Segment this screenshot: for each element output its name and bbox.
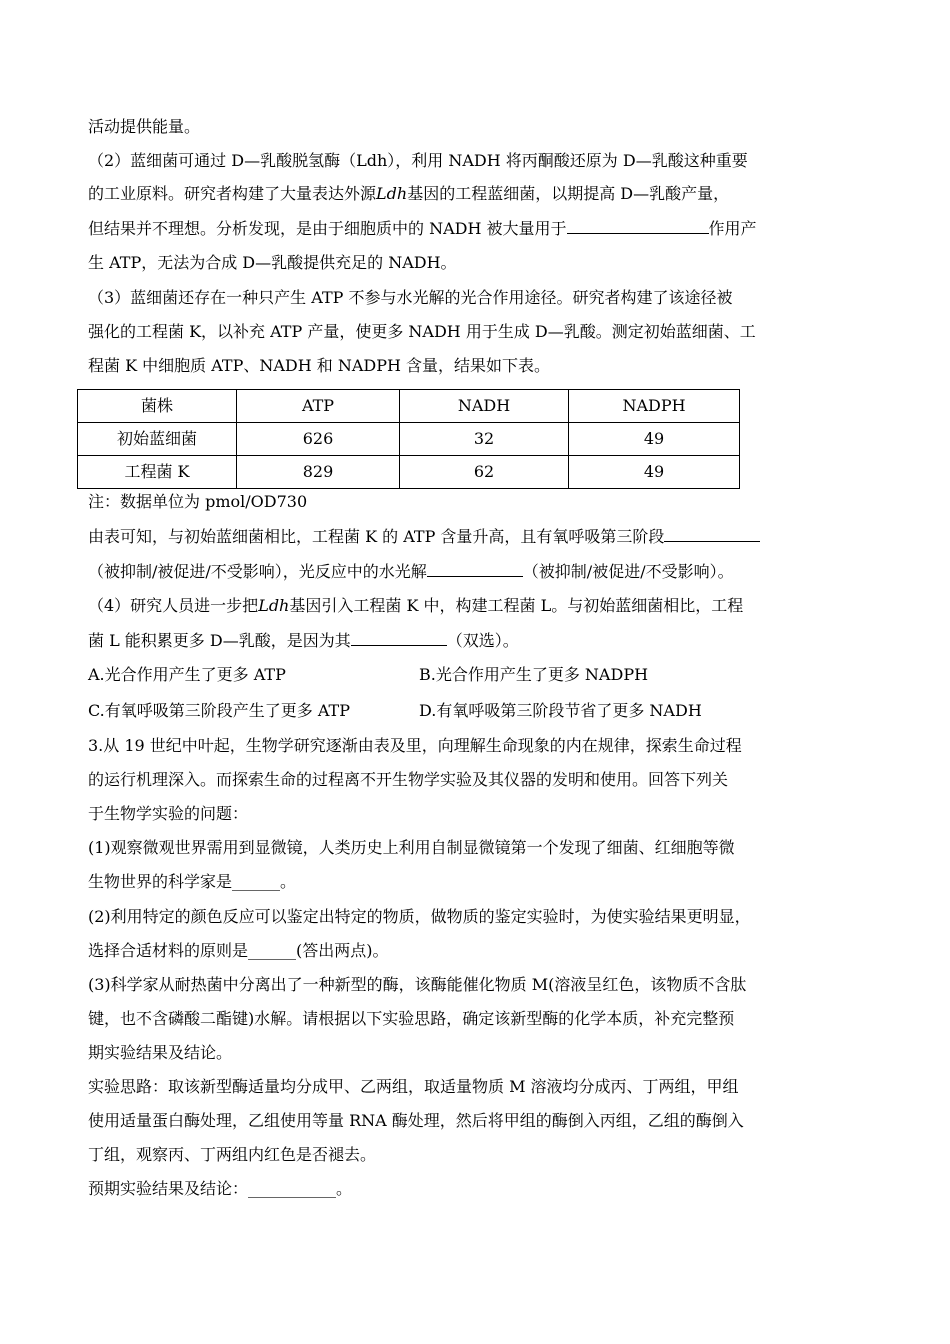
q4-line1 — [88, 596, 743, 616]
analysis-line2a: （被抑制/被促进/不受影响），光反应中的水光解 — [88, 562, 427, 581]
q2-line2a: 的工业原料。研究者构建了大量表达外源 — [88, 184, 377, 203]
table-cell: 626 — [237, 423, 400, 456]
table-header-cell: 菌株 — [78, 390, 237, 423]
table-row — [78, 423, 740, 456]
option-b: B.光合作用产生了更多 NADPH — [419, 665, 649, 684]
table-row — [78, 456, 740, 489]
table-cell: 32 — [400, 423, 569, 456]
answer-blank[interactable] — [567, 218, 709, 234]
data-table — [77, 389, 740, 489]
table-cell: 829 — [237, 456, 400, 489]
table-header-row — [78, 390, 740, 423]
q3-line1: （3）蓝细菌还存在一种只产生 ATP 不参与水光解的光合作用途径。研究者构建了该途径被 — [88, 288, 733, 307]
table-cell: 49 — [569, 456, 740, 489]
p3-line3: 于生物学实验的问题： — [88, 804, 249, 823]
s3-line3: 期实验结果及结论。 — [88, 1043, 233, 1062]
table-cell: 62 — [400, 456, 569, 489]
q2-line2 — [88, 184, 729, 204]
answer-blank[interactable] — [664, 526, 760, 542]
s1-line1: (1)观察微观世界需用到显微镜，人类历史上利用自制显微镜第一个发现了细菌、红细胞等微 — [88, 838, 735, 857]
q4-line1b: 基因引入工程菌 K 中，构建工程菌 L。与初始蓝细菌相比，工程 — [289, 596, 744, 615]
gene-name: Ldh — [376, 184, 408, 203]
analysis-line2 — [88, 561, 734, 581]
answer-blank[interactable] — [427, 561, 523, 577]
text-line: 活动提供能量。 — [88, 117, 201, 136]
table-note: 注：数据单位为 pmol/OD730 — [88, 492, 308, 511]
s3-line1: (3)科学家从耐热菌中分离出了一种新型的酶，该酶能催化物质 M(溶液呈红色，该物质不含肽 — [88, 975, 747, 994]
q4-line1a: （4）研究人员进一步把 — [88, 596, 259, 615]
q3-line2: 强化的工程菌 K，以补充 ATP 产量，使更多 NADH 用于生成 D—乳酸。测定初始蓝细菌、工 — [88, 322, 756, 341]
q2-line1: （2）蓝细菌可通过 D—乳酸脱氢酶（Ldh），利用 NADH 将丙酮酸还原为 D—乳酸这种重要 — [88, 151, 748, 170]
q2-line3a: 但结果并不理想。分析发现，是由于细胞质中的 NADH 被大量用于 — [88, 219, 567, 238]
table-cell: 49 — [569, 423, 740, 456]
answer-blank[interactable] — [351, 630, 447, 646]
s2-line1: (2)利用特定的颜色反应可以鉴定出特定的物质，做物质的鉴定实验时，为使实验结果更明显， — [88, 907, 751, 926]
s3-line2: 键，也不含磷酸二酯键)水解。请根据以下实验思路，确定该新型酶的化学本质，补充完整预 — [88, 1009, 735, 1028]
q4-line2b: （双选）。 — [446, 631, 519, 650]
analysis-line1-text: 由表可知，与初始蓝细菌相比，工程菌 K 的 ATP 含量升高，且有氧呼吸第三阶段 — [88, 527, 665, 546]
gene-name: Ldh — [258, 596, 290, 615]
p3-line2: 的运行机理深入。而探索生命的过程离不开生物学实验及其仪器的发明和使用。回答下列关 — [88, 770, 729, 789]
q3-line3: 程菌 K 中细胞质 ATP、NADH 和 NADPH 含量，结果如下表。 — [88, 356, 551, 375]
s2-line2: 选择合适材料的原则是______(答出两点)。 — [88, 941, 389, 960]
table-cell: 工程菌 K — [78, 456, 237, 489]
q2-line3 — [88, 218, 757, 238]
idea-line2: 使用适量蛋白酶处理，乙组使用等量 RNA 酶处理，然后将甲组的酶倒入丙组，乙组的酶倒入 — [88, 1111, 744, 1130]
option-a: A.光合作用产生了更多 ATP — [88, 665, 286, 684]
option-c: C.有氧呼吸第三阶段产生了更多 ATP — [88, 701, 350, 720]
q2-line4: 生 ATP，无法为合成 D—乳酸提供充足的 NADH。 — [88, 253, 457, 272]
q2-line3b: 作用产 — [708, 219, 757, 238]
s1-line2: 生物世界的科学家是______。 — [88, 872, 297, 891]
expect-line: 预期实验结果及结论：___________。 — [88, 1179, 353, 1198]
analysis-line1 — [88, 526, 760, 546]
table-header-cell: NADH — [400, 390, 569, 423]
q2-line2b: 基因的工程蓝细菌，以期提高 D—乳酸产量， — [407, 184, 730, 203]
option-d: D.有氧呼吸第三阶段节省了更多 NADH — [419, 701, 702, 720]
analysis-line2b: （被抑制/被促进/不受影响）。 — [522, 562, 734, 581]
idea-line3: 丁组，观察丙、丁两组内红色是否褪去。 — [88, 1145, 377, 1164]
table-header-cell: ATP — [237, 390, 400, 423]
idea-line1: 实验思路：取该新型酶适量均分成甲、乙两组，取适量物质 M 溶液均分成丙、丁两组，甲组 — [88, 1077, 739, 1096]
p3-line1: 3.从 19 世纪中叶起，生物学研究逐渐由表及里，向理解生命现象的内在规律，探索生命过程 — [88, 736, 742, 755]
table-header-cell: NADPH — [569, 390, 740, 423]
q4-line2 — [88, 630, 519, 650]
q4-line2a: 菌 L 能积累更多 D—乳酸，是因为其 — [88, 631, 351, 650]
table-cell: 初始蓝细菌 — [78, 423, 237, 456]
